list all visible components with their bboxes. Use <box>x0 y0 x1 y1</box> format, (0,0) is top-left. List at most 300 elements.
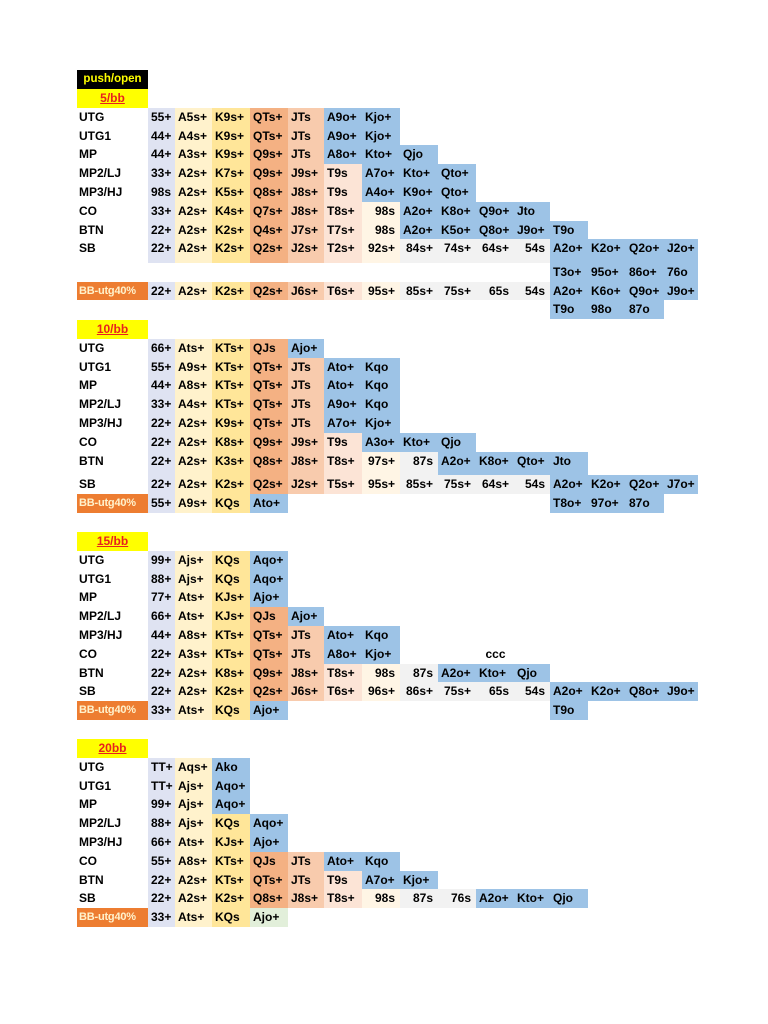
hand-range-cell: 95s+ <box>362 475 400 494</box>
position-label-bb: BB-utg40% <box>77 282 148 301</box>
hand-range-cell: T5s+ <box>324 475 362 494</box>
hand-range-cell: Ajs+ <box>175 795 212 814</box>
hand-range-cell: 98s <box>362 202 400 221</box>
hand-range-cell: KTs+ <box>212 339 250 358</box>
hand-range-cell: JTs <box>288 145 324 164</box>
hand-range-cell: Q9s+ <box>250 433 288 452</box>
hand-range-cell: J9o+ <box>664 682 698 701</box>
hand-range-cell: KTs+ <box>212 376 250 395</box>
position-label: UTG <box>79 759 105 774</box>
position-row <box>0 701 768 720</box>
hand-range-cell: 98o <box>588 300 626 319</box>
position-row <box>0 758 768 777</box>
hand-range-cell: 22+ <box>148 282 175 301</box>
hand-range-cell: Ats+ <box>175 701 212 720</box>
hand-range-cell: Kjo+ <box>362 414 400 433</box>
hand-range-cell: 95s+ <box>362 282 400 301</box>
hand-range-cell: A7o+ <box>362 871 400 890</box>
hand-range-cell: K6o+ <box>588 282 626 301</box>
hand-range-cell: Ako <box>212 758 250 777</box>
hand-range-cell: JTs <box>288 376 324 395</box>
hand-range-cell: Ajo+ <box>288 339 324 358</box>
hand-range-cell: K2s+ <box>212 239 250 262</box>
hand-range-cell: T8s+ <box>324 664 362 683</box>
position-row <box>0 108 768 127</box>
hand-range-cell: A2s+ <box>175 889 212 908</box>
position-row <box>0 777 768 796</box>
hand-range-cell: A9s+ <box>175 358 212 377</box>
hand-range-cell: KQs <box>212 814 250 833</box>
stack-size-title: 15/bb <box>77 532 148 551</box>
hand-range-cell: A2o+ <box>400 221 438 240</box>
hand-range-cell: T8s+ <box>324 452 362 475</box>
position-row <box>0 282 768 301</box>
range-continuation-row <box>0 300 768 319</box>
hand-range-cell: A2o+ <box>400 202 438 221</box>
hand-range-cell: Kto+ <box>514 889 550 908</box>
hand-range-cell: A9o+ <box>324 395 362 414</box>
hand-range-cell: T3o+ <box>550 263 588 282</box>
hand-range-cell: 22+ <box>148 645 175 664</box>
position-row <box>0 551 768 570</box>
hand-range-cell: 85s+ <box>400 475 438 494</box>
hand-range-cell: 86o+ <box>626 263 664 282</box>
hand-range-cell: Kjo+ <box>400 871 438 890</box>
hand-range-cell: Qto+ <box>514 452 550 475</box>
hand-range-cell: Kqo <box>362 626 400 645</box>
hand-range-cell: 55+ <box>148 358 175 377</box>
position-row <box>0 588 768 607</box>
hand-range-cell: A2s+ <box>175 202 212 221</box>
hand-range-cell: 22+ <box>148 682 175 701</box>
hand-range-cell: A5s+ <box>175 108 212 127</box>
hand-range-cell: Qto+ <box>438 164 476 183</box>
hand-range-cell: Ajs+ <box>175 777 212 796</box>
hand-range-cell: KJs+ <box>212 833 250 852</box>
hand-range-cell: A2s+ <box>175 452 212 475</box>
position-label: UTG <box>79 340 105 355</box>
hand-range-cell: QTs+ <box>250 871 288 890</box>
hand-range-cell: 55+ <box>148 108 175 127</box>
hand-range-cell: Ats+ <box>175 588 212 607</box>
hand-range-cell: K8s+ <box>212 664 250 683</box>
hand-range-cell: JTs <box>288 127 324 146</box>
hand-range-cell: Kjo+ <box>362 645 400 664</box>
hand-range-cell: 33+ <box>148 701 175 720</box>
hand-range-cell: JTs <box>288 871 324 890</box>
hand-range-cell: 64s+ <box>476 239 514 262</box>
hand-range-cell: Qjo <box>550 889 588 908</box>
position-row <box>0 183 768 202</box>
hand-range-cell: 22+ <box>148 221 175 240</box>
hand-range-cell: QJs <box>250 339 288 358</box>
hand-range-cell: JTs <box>288 358 324 377</box>
hand-range-cell: 98s <box>362 221 400 240</box>
hand-range-cell: 75s+ <box>438 475 476 494</box>
hand-range-cell: KQs <box>212 551 250 570</box>
hand-range-cell: 88+ <box>148 570 175 589</box>
position-row <box>0 395 768 414</box>
hand-range-cell: K9s+ <box>212 108 250 127</box>
hand-range-cell: A9o+ <box>324 127 362 146</box>
hand-range-cell: KQs <box>212 701 250 720</box>
hand-range-cell: QTs+ <box>250 626 288 645</box>
position-row <box>0 475 768 494</box>
hand-range-cell: J8s+ <box>288 664 324 683</box>
position-label: UTG <box>79 109 105 124</box>
position-row <box>0 570 768 589</box>
hand-range-cell: 87s <box>400 889 438 908</box>
hand-range-cell: Aqo+ <box>250 570 288 589</box>
hand-range-cell: T6s+ <box>324 682 362 701</box>
hand-range-cell: 44+ <box>148 376 175 395</box>
hand-range-cell: KTs+ <box>212 358 250 377</box>
hand-range-cell: A4s+ <box>175 127 212 146</box>
hand-range-cell: J8s+ <box>288 452 324 475</box>
hand-range-cell: 54s <box>514 282 550 301</box>
hand-range-cell: Kto+ <box>400 164 438 183</box>
hand-range-cell: 33+ <box>148 908 175 927</box>
hand-range-cell: Ajo+ <box>250 588 288 607</box>
hand-range-cell: 54s <box>514 239 550 262</box>
hand-range-cell: J8s+ <box>288 889 324 908</box>
hand-range-cell: Ajs+ <box>175 551 212 570</box>
hand-range-cell: J6s+ <box>288 682 324 701</box>
position-label: UTG1 <box>79 571 112 586</box>
hand-range-cell: KTs+ <box>212 395 250 414</box>
hand-range-cell: K2s+ <box>212 475 250 494</box>
hand-range-cell: QTs+ <box>250 108 288 127</box>
hand-range-cell: 33+ <box>148 202 175 221</box>
hand-range-cell: J7s+ <box>288 221 324 240</box>
range-continuation-row <box>0 263 768 282</box>
hand-range-cell: Ajs+ <box>175 814 212 833</box>
hand-range-cell: Ajo+ <box>250 833 288 852</box>
hand-range-cell: K8o+ <box>476 452 514 475</box>
hand-range-cell: KTs+ <box>212 871 250 890</box>
hand-range-cell: 85s+ <box>400 282 438 301</box>
hand-range-cell: 65s <box>476 682 514 701</box>
hand-range-cell: 22+ <box>148 889 175 908</box>
hand-range-cell: T8s+ <box>324 202 362 221</box>
position-label: SB <box>79 684 96 699</box>
position-row <box>0 908 768 927</box>
hand-range-cell: K5s+ <box>212 183 250 202</box>
position-row <box>0 871 768 890</box>
hand-range-cell: K9s+ <box>212 414 250 433</box>
hand-range-cell: Ats+ <box>175 607 212 626</box>
position-label: MP2/LJ <box>79 609 122 624</box>
position-label: CO <box>79 203 97 218</box>
hand-range-cell: 88+ <box>148 814 175 833</box>
position-label: MP3/HJ <box>79 416 123 430</box>
hand-range-cell: K2o+ <box>588 682 626 701</box>
hand-range-cell: 98s <box>362 664 400 683</box>
hand-range-cell: A8o+ <box>324 145 362 164</box>
hand-range-cell: JTs <box>288 626 324 645</box>
position-label: MP <box>79 378 97 393</box>
hand-range-cell: A2o+ <box>550 282 588 301</box>
hand-range-cell: J6s+ <box>288 282 324 301</box>
hand-range-cell: Aqo+ <box>250 814 288 833</box>
position-row <box>0 682 768 701</box>
hand-range-cell: JTs <box>288 852 324 871</box>
position-label: SB <box>79 241 96 256</box>
hand-range-cell: J7o+ <box>664 475 698 494</box>
hand-range-cell: A2s+ <box>175 239 212 262</box>
position-row <box>0 376 768 395</box>
hand-range-cell: A9o+ <box>324 108 362 127</box>
hand-range-cell: Kto+ <box>362 145 400 164</box>
hand-range-cell: TT+ <box>148 777 175 796</box>
hand-range-cell: T9s <box>324 164 362 183</box>
position-row <box>0 889 768 908</box>
hand-range-cell: T9s <box>324 183 362 202</box>
hand-range-cell: 65s <box>476 282 514 301</box>
hand-range-cell: QJs <box>250 852 288 871</box>
stack-size-title: 20bb <box>77 739 148 758</box>
hand-range-cell: A9s+ <box>175 494 212 513</box>
hand-range-cell: K5o+ <box>438 221 476 240</box>
hand-range-cell: K9s+ <box>212 145 250 164</box>
hand-range-cell: Q2s+ <box>250 239 288 262</box>
position-label: BTN <box>79 222 104 237</box>
hand-range-cell: Q9s+ <box>250 145 288 164</box>
hand-range-cell: 87o <box>626 494 664 513</box>
position-row <box>0 833 768 852</box>
hand-range-cell: K8o+ <box>438 202 476 221</box>
position-row <box>0 145 768 164</box>
hand-range-cell: Ato+ <box>324 376 362 395</box>
hand-range-cell: 76s <box>438 889 476 908</box>
hand-range-cell: 87o <box>626 300 664 319</box>
hand-range-cell: T9o <box>550 221 588 240</box>
hand-range-cell: KJs+ <box>212 607 250 626</box>
hand-range-cell: A2s+ <box>175 682 212 701</box>
hand-range-cell: ccc <box>485 646 506 661</box>
hand-range-cell: Kjo+ <box>362 108 400 127</box>
hand-range-cell: Ato+ <box>324 852 362 871</box>
hand-range-cell: QTs+ <box>250 127 288 146</box>
position-row <box>0 607 768 626</box>
hand-range-cell: Kqo <box>362 852 400 871</box>
position-row <box>0 494 768 513</box>
position-row <box>0 358 768 377</box>
hand-range-cell: 33+ <box>148 164 175 183</box>
hand-range-cell: Ats+ <box>175 908 212 927</box>
hand-range-cell: J2s+ <box>288 475 324 494</box>
position-label: SB <box>79 477 96 491</box>
hand-range-cell: A2o+ <box>550 682 588 701</box>
hand-range-cell: 55+ <box>148 852 175 871</box>
hand-range-cell: K2s+ <box>212 682 250 701</box>
hand-range-cell: KQs <box>212 908 250 927</box>
hand-range-cell: Jto <box>550 452 588 475</box>
hand-range-cell: 55+ <box>148 494 175 513</box>
position-row <box>0 852 768 871</box>
hand-range-cell: Aqo+ <box>250 551 288 570</box>
hand-range-cell: 22+ <box>148 871 175 890</box>
hand-range-cell: 87s <box>400 452 438 475</box>
position-label-bb: BB-utg40% <box>77 908 148 927</box>
hand-range-cell: QTs+ <box>250 395 288 414</box>
hand-range-cell: Ajs+ <box>175 570 212 589</box>
hand-range-cell: 75s+ <box>438 282 476 301</box>
hand-range-cell: K2s+ <box>212 889 250 908</box>
position-label: UTG1 <box>79 359 112 374</box>
position-label: MP <box>79 147 97 162</box>
hand-range-cell: Q9o+ <box>476 202 514 221</box>
hand-range-cell: A2s+ <box>175 164 212 183</box>
hand-range-cell: 22+ <box>148 452 175 475</box>
hand-range-cell: T9s <box>324 433 362 452</box>
hand-range-cell: 66+ <box>148 607 175 626</box>
position-label: SB <box>79 891 96 906</box>
hand-range-cell: Kto+ <box>400 433 438 452</box>
hand-range-cell: Ats+ <box>175 339 212 358</box>
position-row <box>0 339 768 358</box>
hand-range-cell: 92s+ <box>362 239 400 262</box>
hand-range-cell: Kqo <box>362 358 400 377</box>
hand-range-cell: 74s+ <box>438 239 476 262</box>
hand-range-cell: Qjo <box>400 145 438 164</box>
hand-range-cell: Q2s+ <box>250 282 288 301</box>
hand-range-cell: A2s+ <box>175 282 212 301</box>
hand-range-cell: 33+ <box>148 395 175 414</box>
hand-range-cell: Qto+ <box>438 183 476 202</box>
hand-range-cell: Ats+ <box>175 833 212 852</box>
hand-range-cell: JTs <box>288 108 324 127</box>
hand-range-cell: A2o+ <box>438 452 476 475</box>
hand-range-cell: A7o+ <box>362 164 400 183</box>
hand-range-cell: JTs <box>288 414 324 433</box>
position-label: BTN <box>79 453 104 468</box>
position-row <box>0 452 768 475</box>
hand-range-cell: A2o+ <box>476 889 514 908</box>
hand-range-cell: 97s+ <box>362 452 400 475</box>
hand-range-cell: Q9s+ <box>250 164 288 183</box>
hand-range-cell: A3s+ <box>175 145 212 164</box>
hand-range-cell: Q4s+ <box>250 221 288 240</box>
hand-range-cell: KTs+ <box>212 852 250 871</box>
hand-range-cell: 54s <box>514 475 550 494</box>
hand-range-cell: J9s+ <box>288 164 324 183</box>
hand-range-cell: Ato+ <box>324 626 362 645</box>
hand-range-cell: 66+ <box>148 833 175 852</box>
hand-range-cell: Q8o+ <box>626 682 664 701</box>
position-row <box>0 645 768 664</box>
hand-range-cell: Ajo+ <box>250 701 288 720</box>
hand-range-cell: QTs+ <box>250 414 288 433</box>
position-label: MP3/HJ <box>79 835 123 849</box>
hand-range-cell: K3s+ <box>212 452 250 475</box>
hand-range-cell: A2o+ <box>550 239 588 262</box>
hand-range-cell: T6s+ <box>324 282 362 301</box>
hand-range-cell: 77+ <box>148 588 175 607</box>
position-row <box>0 433 768 452</box>
stack-size-title: 5/bb <box>77 89 148 108</box>
hand-range-cell: A2s+ <box>175 871 212 890</box>
position-label: BTN <box>79 872 104 887</box>
hand-range-cell: 97o+ <box>588 494 626 513</box>
hand-range-cell: 44+ <box>148 127 175 146</box>
hand-range-cell: Q8s+ <box>250 183 288 202</box>
position-label: CO <box>79 434 97 449</box>
position-label: UTG <box>79 552 105 567</box>
hand-range-cell: A2s+ <box>175 433 212 452</box>
position-row <box>0 127 768 146</box>
hand-range-cell: 54s <box>514 682 550 701</box>
position-label: UTG1 <box>79 128 112 143</box>
position-label: MP3/HJ <box>79 628 123 642</box>
hand-range-cell: T9o <box>550 701 588 720</box>
position-row <box>0 164 768 183</box>
hand-range-cell: A3s+ <box>175 645 212 664</box>
hand-range-cell: Ato+ <box>324 358 362 377</box>
hand-range-cell: 98s <box>362 889 400 908</box>
hand-range-cell: Ato+ <box>250 494 288 513</box>
hand-range-cell: K8s+ <box>212 433 250 452</box>
hand-range-cell: A8s+ <box>175 376 212 395</box>
hand-range-cell: J2s+ <box>288 239 324 262</box>
hand-range-cell: QTs+ <box>250 358 288 377</box>
position-label: MP2/LJ <box>79 397 122 412</box>
hand-range-cell: Aqo+ <box>212 795 250 814</box>
hand-range-cell: KQs <box>212 494 250 513</box>
hand-range-cell: A2o+ <box>438 664 476 683</box>
hand-range-cell: KTs+ <box>212 645 250 664</box>
hand-range-cell: 75s+ <box>438 682 476 701</box>
hand-range-cell: J9s+ <box>288 433 324 452</box>
position-label: MP2/LJ <box>79 166 122 181</box>
hand-range-cell: 44+ <box>148 145 175 164</box>
hand-range-cell: 22+ <box>148 414 175 433</box>
hand-range-cell: A8s+ <box>175 852 212 871</box>
hand-range-cell: T8s+ <box>324 889 362 908</box>
hand-range-cell: K2o+ <box>588 475 626 494</box>
hand-range-cell: Kqo <box>362 395 400 414</box>
position-row <box>0 795 768 814</box>
hand-range-cell: Q8s+ <box>250 452 288 475</box>
hand-range-cell: 66+ <box>148 339 175 358</box>
position-row <box>0 664 768 683</box>
hand-range-cell: Q7s+ <box>250 202 288 221</box>
position-row <box>0 221 768 240</box>
hand-range-cell: Q2s+ <box>250 475 288 494</box>
hand-range-cell: Kqo <box>362 376 400 395</box>
hand-range-cell: 86s+ <box>400 682 438 701</box>
position-row <box>0 414 768 433</box>
hand-range-cell: Kto+ <box>476 664 514 683</box>
stack-size-title: 10/bb <box>77 320 148 339</box>
hand-range-cell: T7s+ <box>324 221 362 240</box>
hand-range-cell: 87s <box>400 664 438 683</box>
hand-range-cell: JTs <box>288 645 324 664</box>
position-label-bb: BB-utg40% <box>77 701 148 720</box>
hand-range-cell: K2o+ <box>588 239 626 262</box>
hand-range-cell: 22+ <box>148 664 175 683</box>
position-row <box>0 202 768 221</box>
position-row <box>0 239 768 262</box>
chart-title: push/open <box>77 70 148 89</box>
position-label: MP3/HJ <box>79 185 123 199</box>
position-label: CO <box>79 646 97 661</box>
hand-range-cell: K2s+ <box>212 221 250 240</box>
position-label-bb: BB-utg40% <box>77 494 148 513</box>
hand-range-cell: A2s+ <box>175 183 212 202</box>
hand-range-cell: 99+ <box>148 795 175 814</box>
hand-range-cell: Qjo <box>438 433 476 452</box>
